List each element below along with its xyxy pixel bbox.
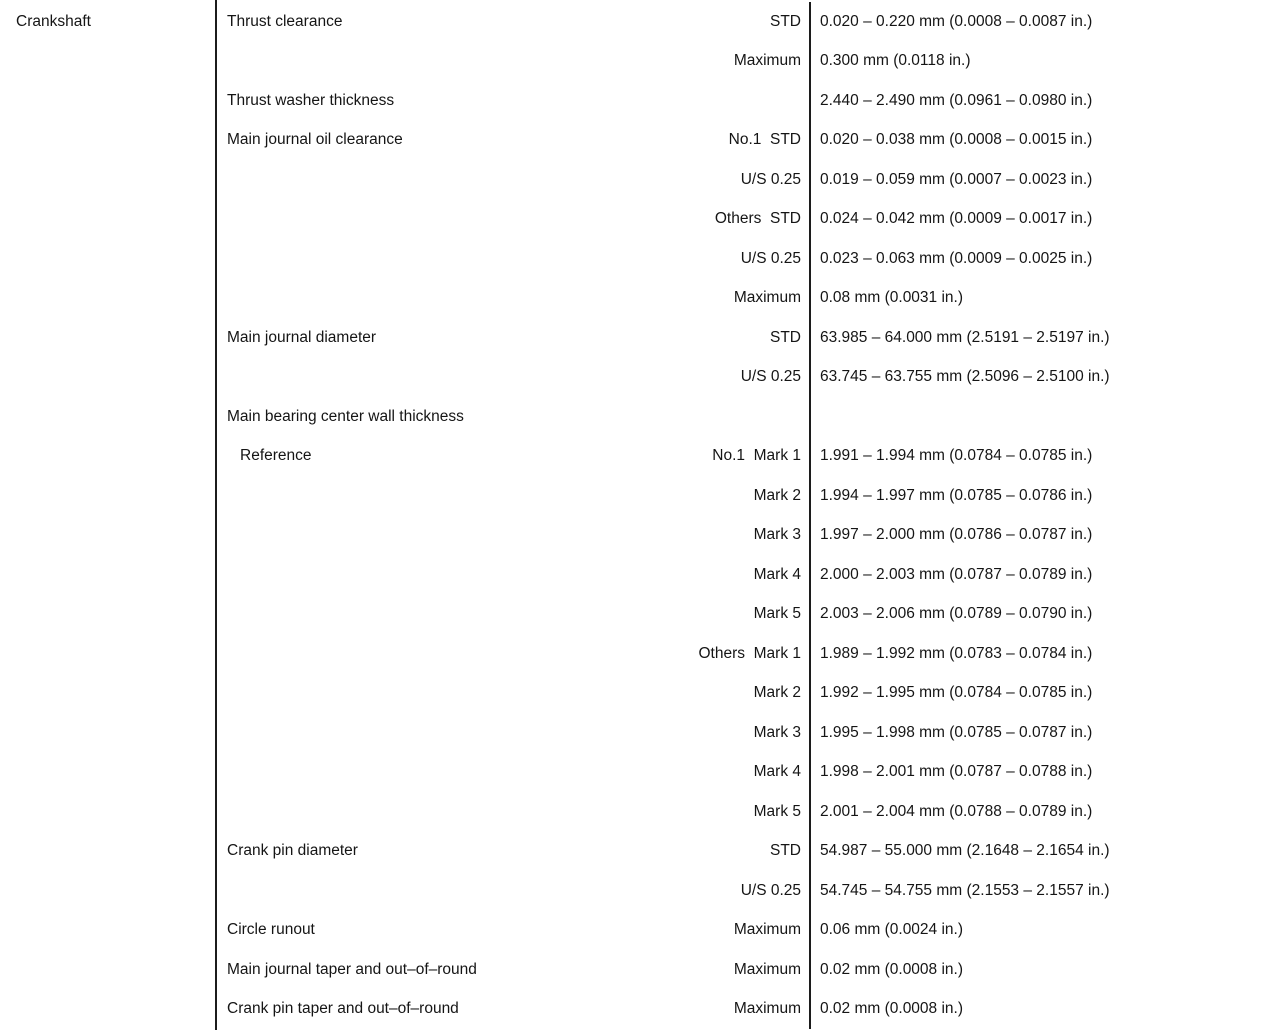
- spec-value: 2.003 – 2.006 mm (0.0789 – 0.0790 in.): [809, 595, 1280, 635]
- spec-condition-label: STD: [770, 12, 801, 30]
- spec-value: 0.300 mm (0.0118 in.): [809, 42, 1280, 82]
- spec-item-cell: [217, 832, 809, 872]
- table-row: [217, 239, 1280, 279]
- spec-item-cell: [217, 358, 809, 398]
- spec-value: 0.020 – 0.038 mm (0.0008 – 0.0015 in.): [809, 121, 1280, 161]
- spec-item-cell: [217, 200, 809, 240]
- spec-value: 0.019 – 0.059 mm (0.0007 – 0.0023 in.): [809, 160, 1280, 200]
- spec-condition-label: Maximum: [733, 921, 801, 939]
- spec-item-cell: [217, 753, 809, 793]
- spec-condition-label: STD: [770, 842, 801, 860]
- spec-value: 0.024 – 0.042 mm (0.0009 – 0.0017 in.): [809, 200, 1280, 240]
- spec-item-cell: [217, 792, 809, 832]
- spec-condition-label: U/S 0.25: [740, 881, 801, 899]
- spec-value: 1.997 – 2.000 mm (0.0786 – 0.0787 in.): [809, 516, 1280, 556]
- spec-value: 2.000 – 2.003 mm (0.0787 – 0.0789 in.): [809, 555, 1280, 595]
- spec-item-cell: [217, 239, 809, 279]
- spec-value: 54.745 – 54.755 mm (2.1553 – 2.1557 in.): [809, 871, 1280, 911]
- spec-condition-label: Mark 3: [753, 526, 801, 544]
- spec-item-label: Main journal oil clearance: [227, 131, 403, 149]
- spec-value: [809, 397, 1280, 437]
- table-row: [217, 911, 1280, 951]
- spec-condition-label: Mark 3: [753, 723, 801, 741]
- spec-condition-label: Mark 2: [753, 684, 801, 702]
- spec-condition-label: U/S 0.25: [740, 249, 801, 267]
- spec-value: 2.440 – 2.490 mm (0.0961 – 0.0980 in.): [809, 81, 1280, 121]
- table-row: [217, 634, 1280, 674]
- spec-item-label: Crank pin taper and out–of–round: [227, 1000, 459, 1018]
- table-row: [217, 279, 1280, 319]
- spec-value: 0.02 mm (0.0008 in.): [809, 950, 1280, 990]
- spec-value: 1.998 – 2.001 mm (0.0787 – 0.0788 in.): [809, 753, 1280, 793]
- spec-item-label: Main bearing center wall thickness: [227, 407, 464, 425]
- spec-item-cell: [217, 911, 809, 951]
- spec-item-label: Reference: [240, 447, 312, 465]
- table-row: [217, 871, 1280, 911]
- spec-value: 63.985 – 64.000 mm (2.5191 – 2.5197 in.): [809, 318, 1280, 358]
- table-row: [217, 81, 1280, 121]
- spec-item-label: Main journal diameter: [227, 328, 377, 346]
- spec-value: 1.994 – 1.997 mm (0.0785 – 0.0786 in.): [809, 476, 1280, 516]
- spec-value: 1.995 – 1.998 mm (0.0785 – 0.0787 in.): [809, 713, 1280, 753]
- spec-value: 54.987 – 55.000 mm (2.1648 – 2.1654 in.): [809, 832, 1280, 872]
- spec-condition-label: Mark 2: [753, 486, 801, 504]
- spec-item-cell: [217, 595, 809, 635]
- table-row: [217, 200, 1280, 240]
- table-row: [217, 832, 1280, 872]
- spec-item-cell: [217, 555, 809, 595]
- spec-item-cell: [217, 121, 809, 161]
- spec-item-cell: [217, 397, 809, 437]
- spec-condition-label: U/S 0.25: [740, 368, 801, 386]
- spec-item-cell: [217, 2, 809, 42]
- spec-item-cell: [217, 81, 809, 121]
- table-row: [217, 437, 1280, 477]
- spec-item-cell: [217, 516, 809, 556]
- table-row: [217, 555, 1280, 595]
- spec-item-cell: [217, 279, 809, 319]
- table-row: [217, 318, 1280, 358]
- spec-value: 1.992 – 1.995 mm (0.0784 – 0.0785 in.): [809, 674, 1280, 714]
- table-row: [217, 42, 1280, 82]
- spec-condition-label: Others STD: [714, 210, 801, 228]
- spec-value: 63.745 – 63.755 mm (2.5096 – 2.5100 in.): [809, 358, 1280, 398]
- spec-item-label: Thrust clearance: [227, 12, 343, 30]
- spec-item-cell: [217, 990, 809, 1030]
- spec-item-cell: [217, 318, 809, 358]
- spec-item-cell: [217, 437, 809, 477]
- section-label-column: [0, 0, 215, 1030]
- spec-item-cell: [217, 674, 809, 714]
- spec-item-label: Circle runout: [227, 921, 315, 939]
- table-row: [217, 753, 1280, 793]
- spec-item-cell: [217, 871, 809, 911]
- spec-condition-label: Others Mark 1: [698, 644, 801, 662]
- spec-item-cell: [217, 634, 809, 674]
- table-row: [217, 595, 1280, 635]
- table-row: [217, 713, 1280, 753]
- spec-condition-label: Maximum: [733, 960, 801, 978]
- section-title: Crankshaft: [16, 13, 91, 30]
- spec-item-label: Main journal taper and out–of–round: [227, 960, 477, 978]
- spec-value: 0.023 – 0.063 mm (0.0009 – 0.0025 in.): [809, 239, 1280, 279]
- table-row: [217, 990, 1280, 1030]
- spec-condition-label: Mark 4: [753, 763, 801, 781]
- spec-value: 0.08 mm (0.0031 in.): [809, 279, 1280, 319]
- table-row: [217, 397, 1280, 437]
- spec-item-cell: [217, 950, 809, 990]
- spec-condition-label: U/S 0.25: [740, 170, 801, 188]
- spec-condition-label: STD: [770, 328, 801, 346]
- table-row: [217, 160, 1280, 200]
- table-row: [217, 792, 1280, 832]
- table-row: [217, 950, 1280, 990]
- table-row: [217, 516, 1280, 556]
- spec-item-label: Crank pin diameter: [227, 842, 358, 860]
- spec-value: 0.020 – 0.220 mm (0.0008 – 0.0087 in.): [809, 2, 1280, 42]
- spec-value: 2.001 – 2.004 mm (0.0788 – 0.0789 in.): [809, 792, 1280, 832]
- spec-condition-label: Maximum: [733, 52, 801, 70]
- table-row: [217, 121, 1280, 161]
- spec-condition-label: Maximum: [733, 289, 801, 307]
- table-row: [217, 674, 1280, 714]
- spec-value: 0.02 mm (0.0008 in.): [809, 990, 1280, 1030]
- spec-value: 0.06 mm (0.0024 in.): [809, 911, 1280, 951]
- table-row: [217, 358, 1280, 398]
- spec-item-label: Thrust washer thickness: [227, 91, 395, 109]
- spec-item-cell: [217, 713, 809, 753]
- spec-value: 1.991 – 1.994 mm (0.0784 – 0.0785 in.): [809, 437, 1280, 477]
- spec-condition-label: Mark 4: [753, 565, 801, 583]
- table-row: [217, 476, 1280, 516]
- spec-rows: [215, 0, 1280, 1030]
- spec-condition-label: No.1 STD: [728, 131, 801, 149]
- spec-condition-label: Mark 5: [753, 802, 801, 820]
- spec-value: 1.989 – 1.992 mm (0.0783 – 0.0784 in.): [809, 634, 1280, 674]
- spec-condition-label: No.1 Mark 1: [712, 447, 801, 465]
- spec-item-cell: [217, 42, 809, 82]
- spec-item-cell: [217, 160, 809, 200]
- table-row: [217, 2, 1280, 42]
- spec-item-cell: [217, 476, 809, 516]
- spec-condition-label: Maximum: [733, 1000, 801, 1018]
- spec-condition-label: Mark 5: [753, 605, 801, 623]
